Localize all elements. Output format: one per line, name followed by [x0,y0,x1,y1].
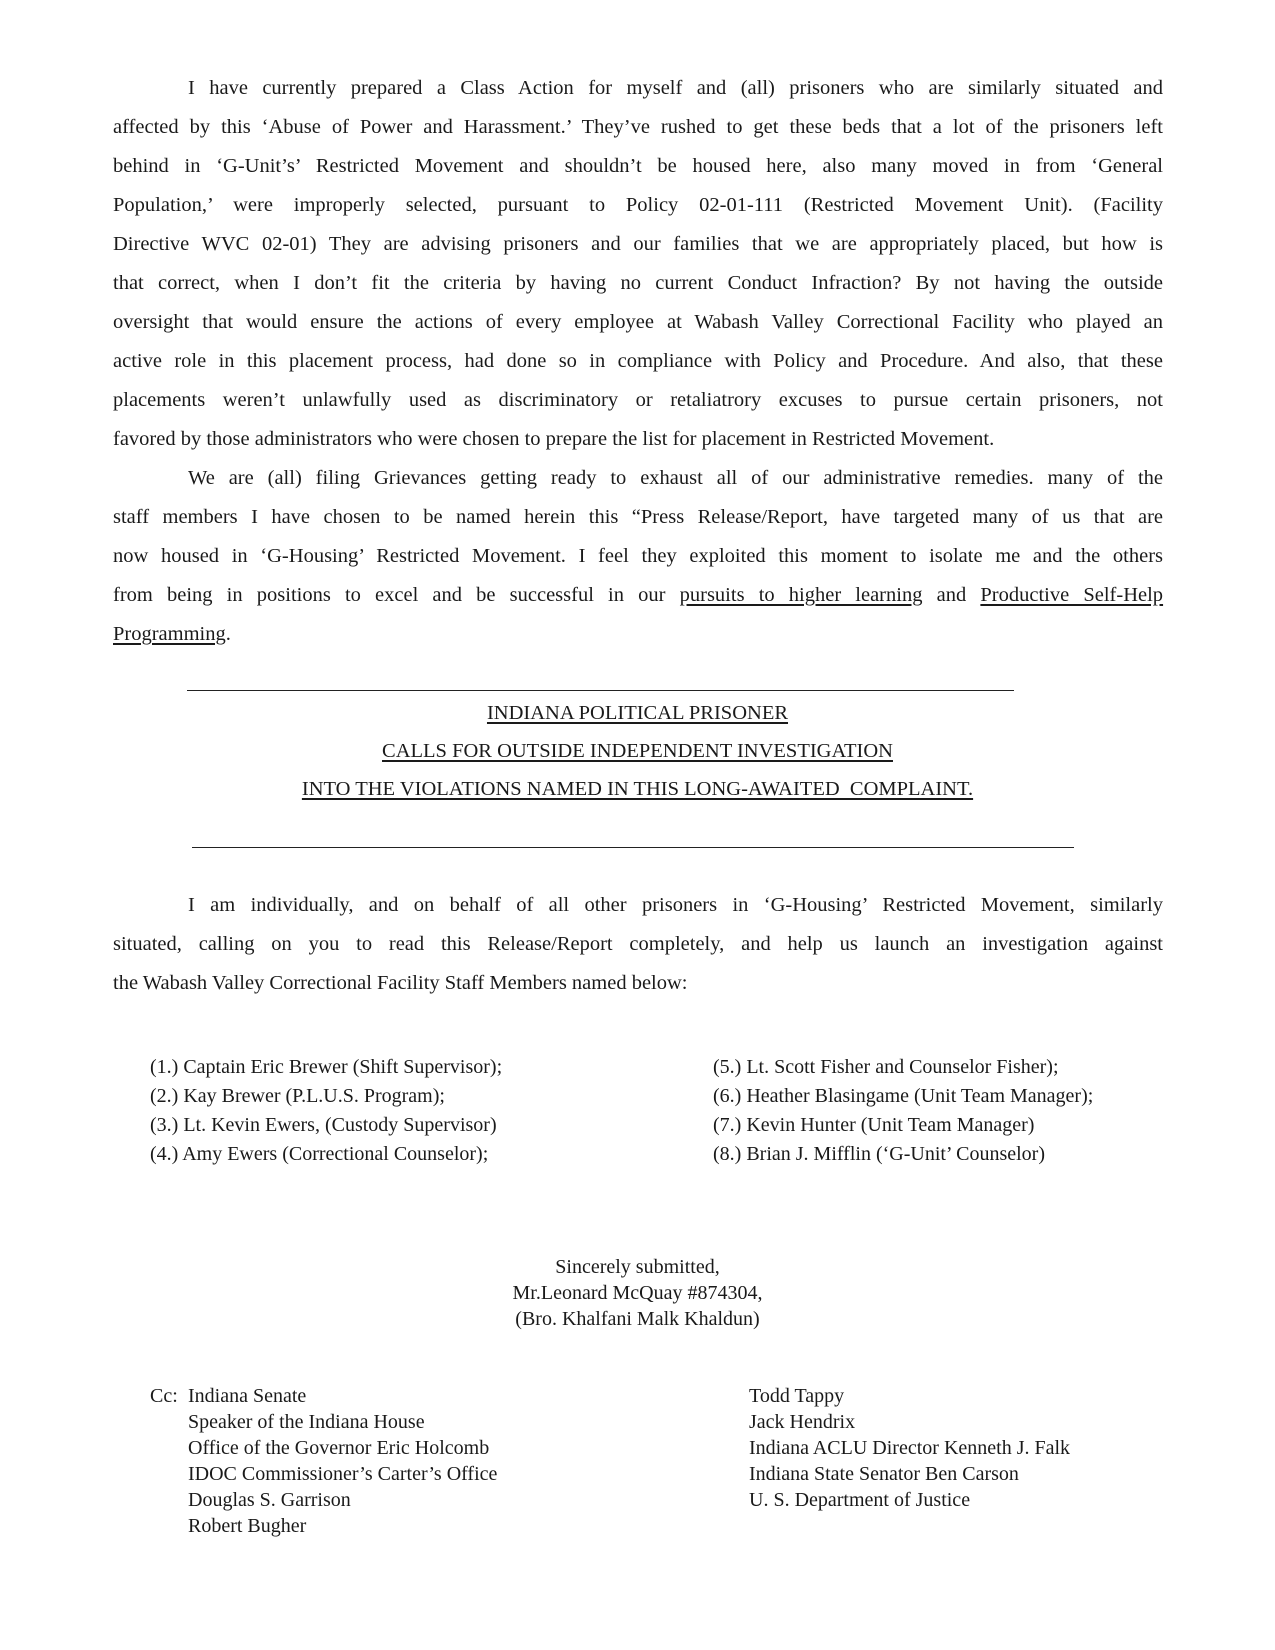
cc-recipient: Robert Bugher [188,1515,307,1537]
text-line: the Wabash Valley Correctional Facility Staff Members named below: [113,972,688,994]
cc-recipient: Douglas S. Garrison [188,1489,351,1511]
list-item: (1.) Captain Eric Brewer (Shift Supervisor); [150,1056,503,1078]
list-item: (7.) Kevin Hunter (Unit Team Manager) [713,1114,1035,1136]
text-line: oversight that would ensure the actions of every employee at Wabash Valley Correctional Facility who played an [113,311,1163,333]
text-line: active role in this placement process, had done so in compliance with Policy and Procedure. And also, that these [113,350,1163,372]
text-segment: . [225,623,231,645]
text-line: behind in ‘G-Unit’s’ Restricted Movement and shouldn’t be housed here, also many moved in from ‘General [113,155,1163,177]
underlined-phrase-self-help: Productive Self-Help [980,584,1164,606]
paragraph-class-action [113,69,1163,459]
list-item: (4.) Amy Ewers (Correctional Counselor); [150,1143,489,1165]
paragraph-call-to-action [113,886,1163,1003]
cc-recipient: Office of the Governor Eric Holcomb [188,1437,490,1459]
headline [0,694,1275,808]
text-line: that correct, when I don’t fit the criteria by having no current Conduct Infraction? By not having the outside [113,272,1163,294]
divider-bottom [192,847,1074,848]
text-line: staff members I have chosen to be named herein this “Press Release/Report, have targeted many of us that are [113,506,1163,528]
text-line: now housed in ‘G-Housing’ Restricted Movement. I feel they exploited this moment to isolate me and the others [113,545,1163,567]
text-line: favored by those administrators who were chosen to prepare the list for placement in Restricted Movement. [113,428,995,450]
text-line: I have currently prepared a Class Action for myself and (all) prisoners who are similarly situated and [188,77,1163,99]
text-line [113,615,1163,654]
text-line: Directive WVC 02-01) They are advising prisoners and our families that we are appropriately placed, but how is [113,233,1163,255]
underlined-phrase-programming: Programming [113,623,226,645]
text-line: placements weren’t unlawfully used as discriminatory or retaliatrory excuses to pursue certain prisoners, not [113,389,1163,411]
paragraph-grievances [113,459,1163,654]
cc-list-right [749,1383,1070,1513]
list-item: (5.) Lt. Scott Fisher and Counselor Fisher); [713,1056,1059,1078]
cc-recipient: Indiana ACLU Director Kenneth J. Falk [749,1437,1071,1459]
list-item: (8.) Brian J. Mifflin (‘G-Unit’ Counselor) [713,1143,1045,1165]
staff-list-left [150,1053,502,1169]
list-item: (2.) Kay Brewer (P.L.U.S. Program); [150,1085,445,1107]
cc-list-left [188,1383,497,1539]
text-line: situated, calling on you to read this Release/Report completely, and help us launch an investigation against [113,933,1163,955]
underlined-phrase-higher-learning: pursuits to higher learning [679,584,923,606]
headline-line: INDIANA POLITICAL PRISONER [486,702,789,724]
list-item: (6.) Heather Blasingame (Unit Team Manager); [713,1085,1094,1107]
cc-recipient: Indiana Senate [188,1385,307,1407]
cc-recipient: Todd Tappy [749,1385,845,1407]
cc-recipient: Speaker of the Indiana House [188,1411,425,1433]
staff-list-right [713,1053,1093,1169]
text-line: Population,’ were improperly selected, pursuant to Policy 02-01-111 (Restricted Movement Unit). (Facility [113,194,1163,216]
divider-top [187,690,1014,691]
headline-line: INTO THE VIOLATIONS NAMED IN THIS LONG-AWAITED COMPLAINT. [301,778,974,800]
text-line: affected by this ‘Abuse of Power and Harassment.’ They’ve rushed to get these beds that a lot of the prisoners left [113,116,1163,138]
text-line [113,576,1163,615]
cc-recipient: Jack Hendrix [749,1411,856,1433]
cc-recipient: U. S. Department of Justice [749,1489,971,1511]
signature-line: (Bro. Khalfani Malk Khaldun) [515,1308,760,1330]
cc-label: Cc: [150,1385,178,1407]
cc-recipient: IDOC Commissioner’s Carter’s Office [188,1463,498,1485]
signature-line: Sincerely submitted, [555,1256,720,1278]
signature-line: Mr.Leonard McQuay #874304, [512,1282,763,1304]
list-item: (3.) Lt. Kevin Ewers, (Custody Supervisor) [150,1114,497,1136]
headline-line: CALLS FOR OUTSIDE INDEPENDENT INVESTIGATION [382,740,893,762]
signature-block [0,1254,1275,1332]
text-line: I am individually, and on behalf of all other prisoners in ‘G-Housing’ Restricted Movement, similarly [188,894,1163,916]
text-segment: and [936,584,967,606]
cc-recipient: Indiana State Senator Ben Carson [749,1463,1019,1485]
text-line: We are (all) filing Grievances getting ready to exhaust all of our administrative remedies. many of the [188,467,1163,489]
text-segment: from being in positions to excel and be successful in our [113,584,666,606]
